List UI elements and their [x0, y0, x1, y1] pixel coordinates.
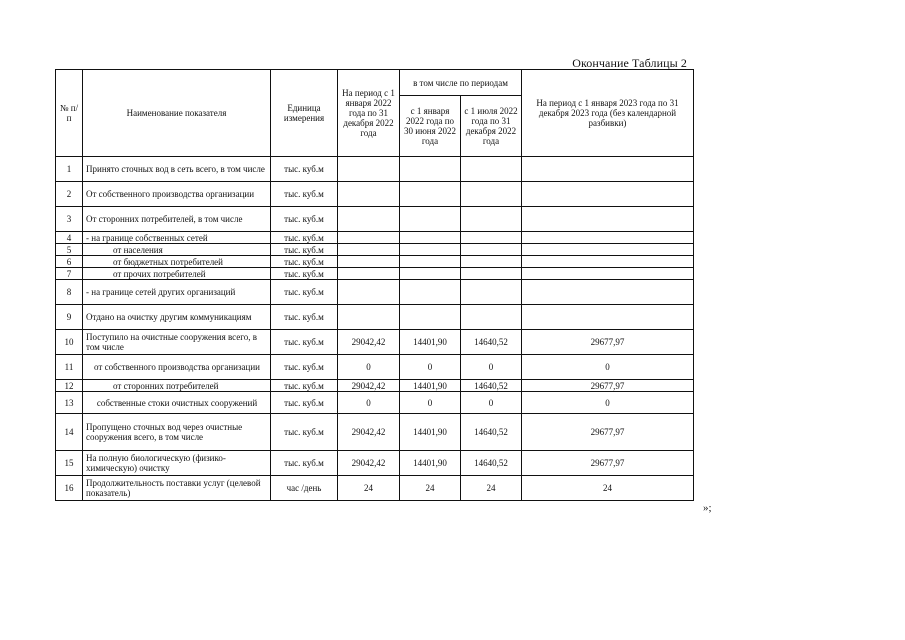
- row-value-h2: 0: [461, 355, 522, 380]
- table-row: [56, 476, 694, 501]
- row-value-2023: 29677,97: [522, 451, 694, 476]
- row-value-h2: [461, 232, 522, 244]
- row-value-2023: [522, 256, 694, 268]
- header-including-periods: в том числе по периодам: [400, 70, 522, 96]
- row-value-2023: [522, 268, 694, 280]
- row-value-2023: 0: [522, 392, 694, 414]
- row-number: 14: [56, 414, 83, 451]
- row-value-h2: [461, 207, 522, 232]
- row-unit: тыс. куб.м: [271, 380, 338, 392]
- row-name: От собственного производства организации: [83, 182, 271, 207]
- row-value-h1: [400, 182, 461, 207]
- row-value-h1: [400, 232, 461, 244]
- row-value-2023: [522, 232, 694, 244]
- row-value-h1: 0: [400, 355, 461, 380]
- row-value-2023: 29677,97: [522, 414, 694, 451]
- row-value-2023: 29677,97: [522, 380, 694, 392]
- row-value-h2: 14640,52: [461, 330, 522, 355]
- table-row: [56, 280, 694, 305]
- row-value-h1: 24: [400, 476, 461, 501]
- row-name: собственные стоки очистных сооружений: [83, 392, 271, 414]
- table-row: [56, 451, 694, 476]
- header-second-half: с 1 июля 2022 года по 31 декабря 2022 года: [461, 96, 522, 157]
- row-value-h1: [400, 305, 461, 330]
- row-value-h2: 14640,52: [461, 414, 522, 451]
- header-period-2023: На период с 1 января 2023 года по 31 декабря 2023 года (без календарной разбивки): [522, 70, 694, 157]
- row-value-2023: 0: [522, 355, 694, 380]
- table-row: [56, 380, 694, 392]
- row-number: 13: [56, 392, 83, 414]
- row-value-h1: [400, 280, 461, 305]
- header-unit: Единица измерения: [271, 70, 338, 157]
- row-unit: тыс. куб.м: [271, 244, 338, 256]
- header-name: Наименование показателя: [83, 70, 271, 157]
- row-name: от собственного производства организации: [83, 355, 271, 380]
- table-row: [56, 256, 694, 268]
- row-value-h2: [461, 305, 522, 330]
- row-name: Пропущено сточных вод через очистные сооружения всего, в том числе: [83, 414, 271, 451]
- row-name: Продолжительность поставки услуг (целевой показатель): [83, 476, 271, 501]
- row-number: 8: [56, 280, 83, 305]
- table-row: [56, 207, 694, 232]
- table-row: [56, 355, 694, 380]
- row-number: 15: [56, 451, 83, 476]
- row-value-2022: [338, 256, 400, 268]
- row-value-h2: 0: [461, 392, 522, 414]
- row-value-h1: 14401,90: [400, 330, 461, 355]
- row-value-2022: 29042,42: [338, 414, 400, 451]
- header-num: № п/п: [56, 70, 83, 157]
- row-name: от бюджетных потребителей: [83, 256, 271, 268]
- row-number: 3: [56, 207, 83, 232]
- table-row: [56, 414, 694, 451]
- row-name: - на границе сетей других организаций: [83, 280, 271, 305]
- row-unit: тыс. куб.м: [271, 207, 338, 232]
- row-unit: тыс. куб.м: [271, 355, 338, 380]
- row-value-2022: [338, 244, 400, 256]
- row-value-2023: [522, 305, 694, 330]
- row-unit: тыс. куб.м: [271, 256, 338, 268]
- row-unit: тыс. куб.м: [271, 157, 338, 182]
- row-number: 5: [56, 244, 83, 256]
- row-value-h2: [461, 280, 522, 305]
- row-number: 12: [56, 380, 83, 392]
- row-value-2022: 0: [338, 392, 400, 414]
- row-value-2022: 24: [338, 476, 400, 501]
- row-unit: тыс. куб.м: [271, 414, 338, 451]
- row-name: На полную биологическую (физико-химическую) очистку: [83, 451, 271, 476]
- row-value-h1: [400, 207, 461, 232]
- row-unit: тыс. куб.м: [271, 182, 338, 207]
- row-value-h1: 14401,90: [400, 380, 461, 392]
- header-period-2022: На период с 1 января 2022 года по 31 декабря 2022 года: [338, 70, 400, 157]
- row-unit: тыс. куб.м: [271, 392, 338, 414]
- row-number: 7: [56, 268, 83, 280]
- row-value-2022: [338, 157, 400, 182]
- row-number: 11: [56, 355, 83, 380]
- row-unit: тыс. куб.м: [271, 268, 338, 280]
- row-value-2022: [338, 232, 400, 244]
- row-value-2022: [338, 207, 400, 232]
- row-value-2022: [338, 182, 400, 207]
- row-value-h1: 0: [400, 392, 461, 414]
- row-number: 10: [56, 330, 83, 355]
- row-value-h2: [461, 256, 522, 268]
- row-value-h1: [400, 157, 461, 182]
- row-value-2023: 29677,97: [522, 330, 694, 355]
- row-value-2023: [522, 182, 694, 207]
- row-name: Отдано на очистку другим коммуникациям: [83, 305, 271, 330]
- row-name: Принято сточных вод в сеть всего, в том числе: [83, 157, 271, 182]
- row-unit: тыс. куб.м: [271, 305, 338, 330]
- row-number: 16: [56, 476, 83, 501]
- row-name: - на границе собственных сетей: [83, 232, 271, 244]
- row-value-h1: 14401,90: [400, 451, 461, 476]
- row-unit: тыс. куб.м: [271, 232, 338, 244]
- row-number: 2: [56, 182, 83, 207]
- row-unit: тыс. куб.м: [271, 280, 338, 305]
- table-row: [56, 182, 694, 207]
- row-value-h1: 14401,90: [400, 414, 461, 451]
- row-number: 6: [56, 256, 83, 268]
- row-name: Поступило на очистные сооружения всего, в том числе: [83, 330, 271, 355]
- row-value-2023: [522, 244, 694, 256]
- row-name: от прочих потребителей: [83, 268, 271, 280]
- header-first-half: с 1 января 2022 года по 30 июня 2022 года: [400, 96, 461, 157]
- data-table: [55, 69, 694, 501]
- row-value-2023: [522, 207, 694, 232]
- row-name: от сторонних потребителей: [83, 380, 271, 392]
- row-value-h2: [461, 182, 522, 207]
- row-value-h2: 14640,52: [461, 380, 522, 392]
- row-number: 4: [56, 232, 83, 244]
- table-caption: Окончание Таблицы 2: [572, 56, 687, 70]
- row-number: 1: [56, 157, 83, 182]
- table-row: [56, 330, 694, 355]
- table-row: [56, 244, 694, 256]
- row-name: от населения: [83, 244, 271, 256]
- row-value-2023: [522, 157, 694, 182]
- row-unit: тыс. куб.м: [271, 330, 338, 355]
- table-row: [56, 392, 694, 414]
- row-value-h1: [400, 244, 461, 256]
- row-value-h2: 24: [461, 476, 522, 501]
- row-value-2022: [338, 305, 400, 330]
- row-value-h2: [461, 157, 522, 182]
- row-name: От сторонних потребителей, в том числе: [83, 207, 271, 232]
- row-value-h2: 14640,52: [461, 451, 522, 476]
- row-value-2022: [338, 280, 400, 305]
- table-row: [56, 232, 694, 244]
- row-value-2023: [522, 280, 694, 305]
- row-value-2022: 29042,42: [338, 451, 400, 476]
- row-value-h2: [461, 244, 522, 256]
- closing-quote: »;: [703, 502, 712, 514]
- row-value-h1: [400, 256, 461, 268]
- row-value-2023: 24: [522, 476, 694, 501]
- table-row: [56, 157, 694, 182]
- row-value-2022: 0: [338, 355, 400, 380]
- row-unit: тыс. куб.м: [271, 451, 338, 476]
- row-unit: час /день: [271, 476, 338, 501]
- row-number: 9: [56, 305, 83, 330]
- table-row: [56, 268, 694, 280]
- row-value-2022: 29042,42: [338, 380, 400, 392]
- row-value-h1: [400, 268, 461, 280]
- table-row: [56, 305, 694, 330]
- row-value-2022: [338, 268, 400, 280]
- row-value-h2: [461, 268, 522, 280]
- row-value-2022: 29042,42: [338, 330, 400, 355]
